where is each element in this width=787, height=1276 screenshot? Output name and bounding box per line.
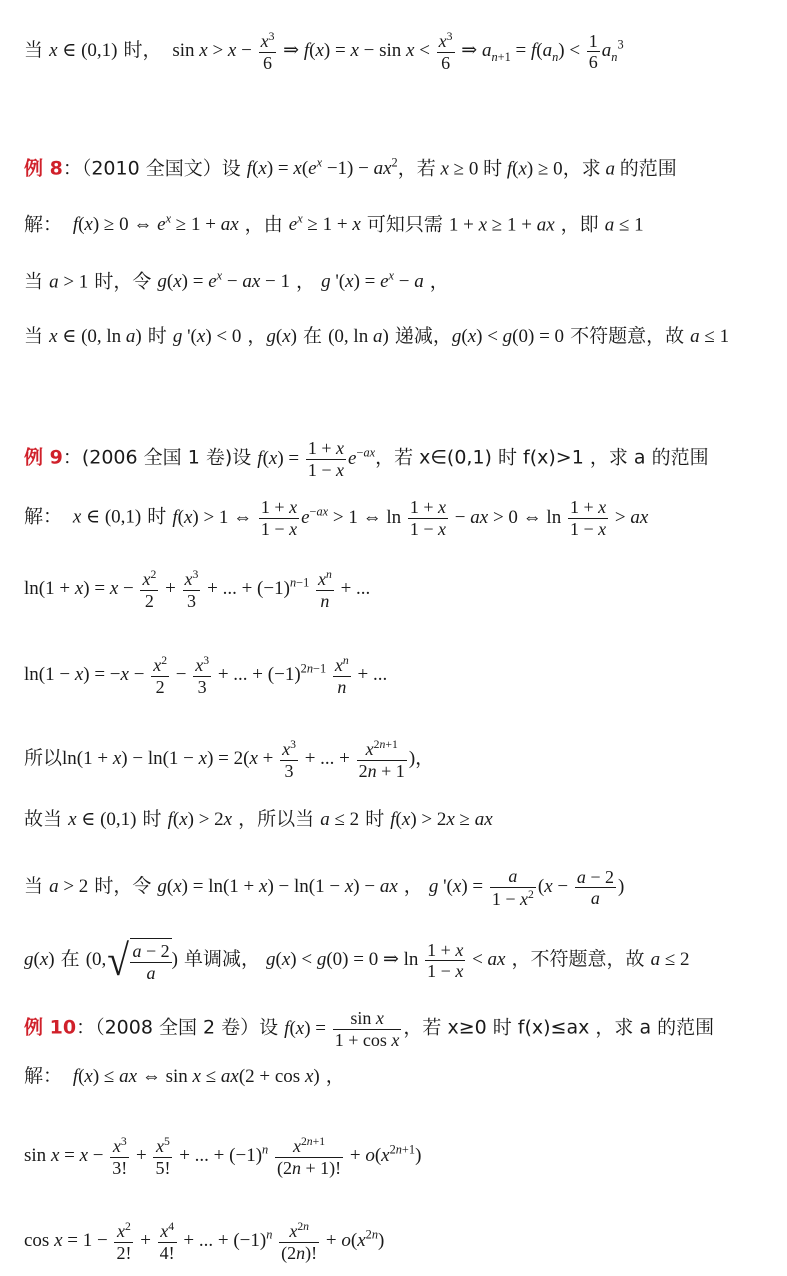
text-dandiao: 单调减	[183, 948, 241, 971]
text-qiu: 求	[581, 157, 601, 180]
example-8-solution-2: 当 a > 1 时，令 $g(x) = e^x$ − ax − 1 ， g '$(x) = e^x - a$ ，	[24, 269, 449, 293]
example-9-header: 例 9：(2006 全国 1 卷)设 f(x) = $\frac{1 + x}{1 - x}$ $e^{-ax}$，若 x∈(0,1) 时 f(x)>1 ，求 a 的范围	[24, 438, 709, 480]
example-8-label: 例 8	[24, 157, 63, 180]
example-10-label: 例 10	[24, 1016, 77, 1039]
text-suoyi: 所以	[24, 747, 63, 770]
text-jie: 解：	[24, 213, 63, 236]
example-8-solution-3: 当 x ∈ (0, ln a) 时 g '(x) < 0 ，g(x) 在 (0, ln a) 递减，g(x) < g(0) = 0 不符题意，故 a ≤ 1	[24, 325, 730, 347]
text-zai: 在	[60, 948, 80, 971]
text-bufu: 不符题意，故	[530, 948, 645, 971]
example-9-solution-2: 故当 x ∈ (0,1) 时 f(x) > 2x ，所以当 a ≤ 2 时 f(x) > 2x ≥ ax	[24, 808, 493, 830]
example-9-solution-4: g(x) 在 (0,√ $\frac{a - 2}{a}$ ) 单调减， g(x) < g(0) = 0 ⇒ ln $\frac{1 + x}{1 - x}$ < ax ，不符题意，故 a ≤ 2	[24, 935, 690, 985]
text-ruo: 若	[416, 157, 436, 180]
text-ling: 令	[132, 270, 152, 293]
example-9-solution-3: 当 a > 2 时，令 g(x) = ln(1 + x) − ln(1 − x) − ax ， g '(x) = $\frac{a}{1 - x^2}$ (x − $\frac{a - 2}{a}$ )	[24, 866, 625, 909]
example-10-source: ：（2008 全国 2 卷）设	[76, 1016, 279, 1039]
example-9-solution-1: 解： x ∈ (0,1) 时 f(x) > 1 ⇔ $\frac{1 + x}{1 - x}$ $e^{-ax} > 1$ ⇔ ln $\frac{1 + x}{1 - x}$ − ax > 0 ⇔ ln $\frac{1 + x}{1 - x}$ > ax	[24, 497, 649, 539]
line-1: 当 x ∈ (0,1) 时， sin x > x − $\frac{x^3}{6}$ ⇒ f(x) = x − sin x < $\frac{x^3}{6}$ ⇒ $a_{n+1} = f(a_n)$ < $\frac{1}{6}$ $a_n^3$	[24, 30, 624, 73]
example-9-source: ：(2006 全国 1 卷)设	[62, 446, 252, 469]
example-10-header: 例 10：（2008 全国 2 卷）设 f(x) = $\frac{\text{sin x}}{\text{1 + cos x}}$ ，若 x≥0 时 f(x)≤ax ，求 a 的范围	[24, 1008, 715, 1050]
example-8-source: ：（2010 全国文）设	[62, 157, 241, 180]
text-dang: 当	[24, 39, 44, 62]
series-sin: sin x = x − $\frac{x^3}{3!}$ + $\frac{x^5}{5!}$ + ... + $(-1)^n$ $\frac{x^{2n+1}}{(2n + 1)!}$ + $o(x^{2n+1})$	[24, 1135, 422, 1178]
series-difference: 所以ln(1 + x) − ln(1 − x) = 2(x + $\frac{x^3}{3}$ + ... + $\frac{x^{2n+1}}{2n + 1}$ )，	[24, 738, 435, 781]
series-cos: cos x = 1 − $\frac{x^2}{2!}$ + $\frac{x^4}{4!}$ + ... + $(-1)^n$ $\frac{x^{2n}}{(2n)!}$ + $o(x^{2n})$	[24, 1220, 385, 1263]
text-shi: 时	[123, 39, 143, 62]
example-10-tail: ，若 x≥0 时 f(x)≤ax ，求 a 的范围	[403, 1016, 715, 1039]
example-8-header: 例 8：（2010 全国文）设 $f(x) = x(e^x -1) - ax^2$，若 x ≥ 0 时 f(x) ≥ 0，求 a 的范围	[24, 156, 677, 180]
example-9-label: 例 9	[24, 446, 63, 469]
series-ln-1-minus-x: ln(1 − x) = −x − $\frac{x^2}{2}$ − $\frac{x^3}{3}$ + ... + $(-1)^{2n-1}$ $\frac{x^n}{n}$ + ...	[24, 654, 388, 697]
series-ln-1-plus-x: ln(1 + x) = x − $\frac{x^2}{2}$ + $\frac{x^3}{3}$ + ... + $(-1)^{n-1}$ $\frac{x^n}{n}$ + ...	[24, 568, 371, 611]
example-10-solution-1: 解： f(x) ≤ ax ⇔ sin x ≤ ax(2 + cos x) ，	[24, 1065, 345, 1087]
text-fanwei: 的范围	[619, 157, 677, 180]
example-9-tail: ，若 x∈(0,1) 时 f(x)>1 ，求 a 的范围	[375, 446, 709, 469]
example-8-solution-1: 解： f(x) ≥ 0 ⇔ $e^x \ge 1$ + ax ，由 $e^x \ge 1 + x$ 可知只需 1 + x ≥ 1 + ax ，即 a ≤ 1	[24, 212, 644, 236]
